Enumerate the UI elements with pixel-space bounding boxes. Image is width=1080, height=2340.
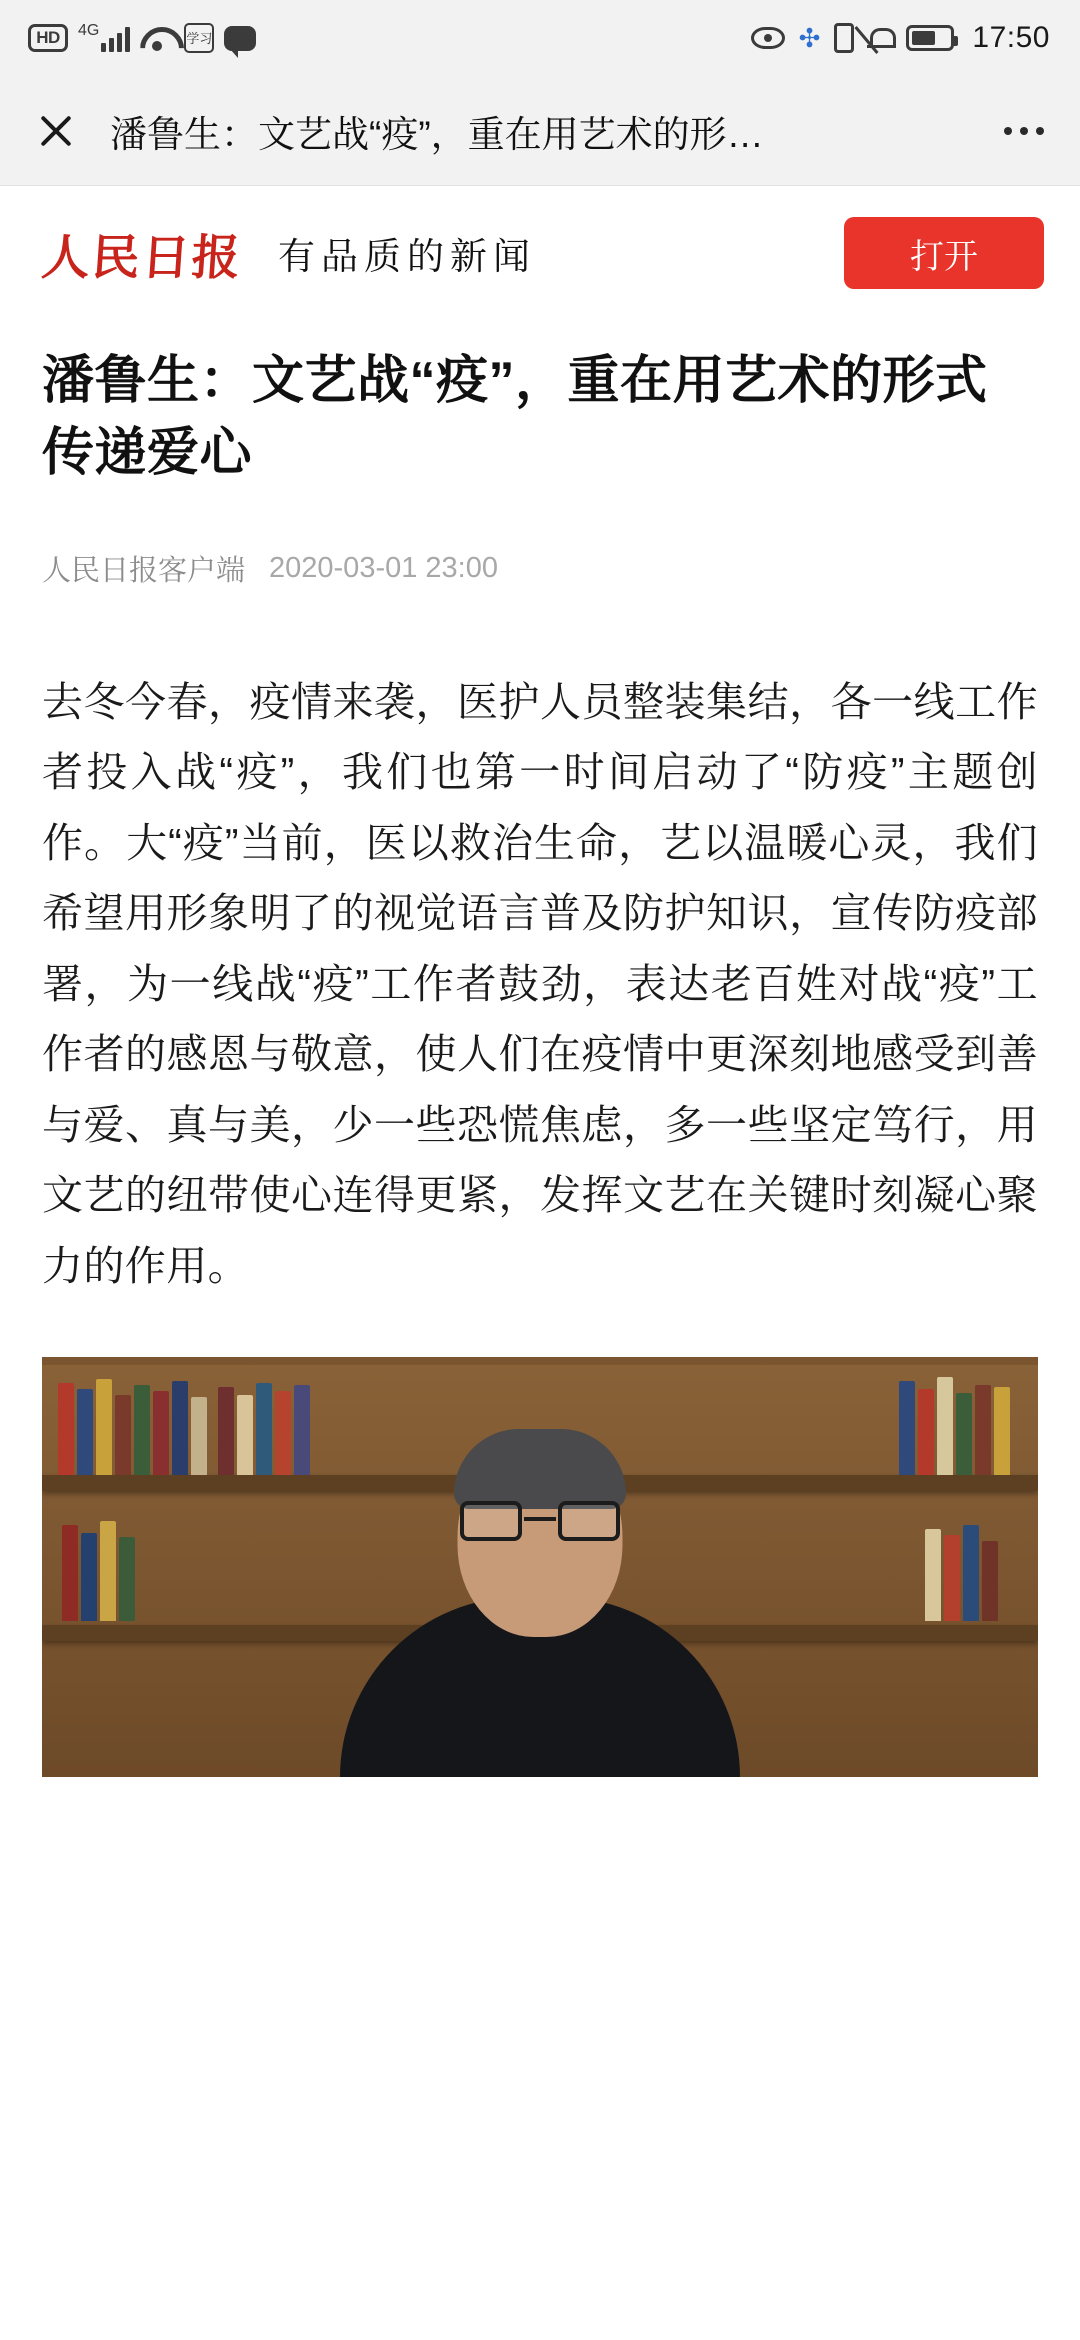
article-paragraph: 去冬今春，疫情来袭，医护人员整装集结，各一线工作者投入战“疫”，我们也第一时间启动了“防疫”主题创作。大“疫”当前，医以救治生命，艺以温暖心灵，我们希望用形象明了的视觉语言普及防护知识，宣传防疫部署，为一线战“疫”工作者鼓劲，表达老百姓对战“疫”工作者的感恩与敬意，使人们在疫情中更深刻地感受到善与爱、真与美，少一些恐慌焦虑，多一些坚定笃行，用文艺的纽带使心连得更紧，发挥文艺在关键时刻凝心聚力的作用。 [42, 678, 1038, 1289]
mute-icon [868, 25, 892, 51]
status-bar-left [28, 23, 256, 53]
eye-care-icon [751, 27, 785, 49]
app-title-bar [0, 76, 1080, 186]
page-title: 潘鲁生：文艺战“疫”，重在用艺术的形… [110, 113, 764, 155]
status-bar [0, 0, 1080, 76]
battery-icon [906, 25, 954, 51]
hd-icon: HD [28, 24, 68, 52]
brand-logo: 人民日报 [39, 231, 244, 285]
status-clock: 17:50 [972, 21, 1050, 54]
page-bottom-spacer [0, 1777, 1080, 1817]
learn-app-icon: 学习 [184, 23, 214, 53]
wifi-icon [140, 25, 174, 51]
article-image [42, 1357, 1038, 1777]
bluetooth-icon: ✣ [798, 23, 821, 53]
signal-icon [78, 24, 130, 52]
glasses-icon [460, 1501, 620, 1541]
status-bar-right [751, 21, 1050, 55]
brand-bar [0, 186, 1080, 320]
more-options-icon[interactable] [984, 127, 1044, 135]
network-type-label: 4G [78, 22, 100, 39]
person-photo-subject [340, 1447, 740, 1777]
brand-slogan: 有品质的新闻 [278, 236, 537, 277]
signal-bars [101, 24, 130, 52]
article-headline: 潘鲁生：文艺战“疫”，重在用艺术的形式传递爱心 [42, 352, 988, 482]
message-icon [224, 26, 256, 51]
article-source: 人民日报客户端 [42, 554, 246, 587]
open-app-button[interactable]: 打开 [844, 217, 1044, 289]
close-icon[interactable] [30, 105, 82, 157]
article-meta [42, 548, 1038, 589]
article-date: 2020-03-01 23:00 [269, 551, 498, 584]
article-container [0, 346, 1080, 1301]
vibrate-icon [834, 23, 854, 53]
article-image-container [0, 1357, 1080, 1777]
